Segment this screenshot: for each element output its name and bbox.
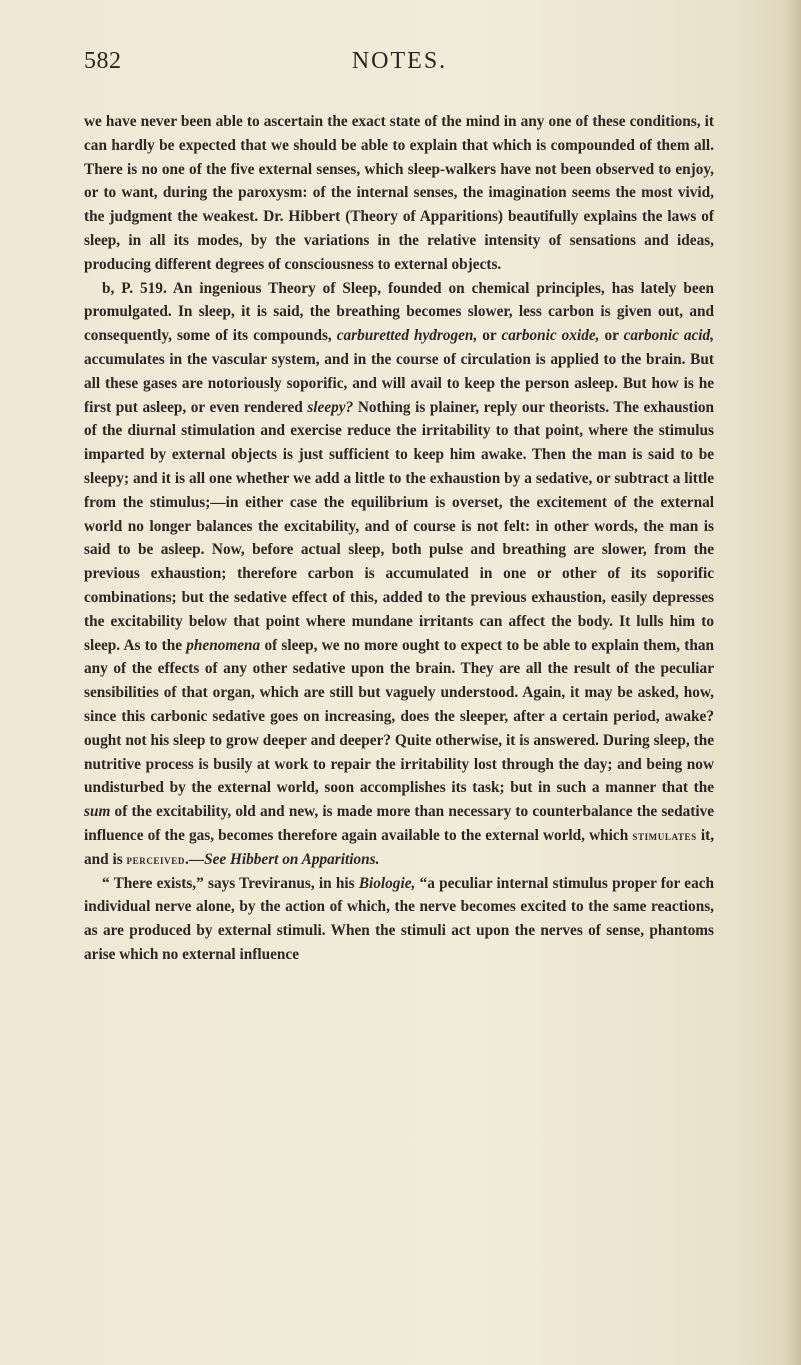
- paragraph-text: or: [604, 327, 619, 345]
- paragraph-text: of the excitability, old and new, is made more than necessary to counterbalance the sedative influence of the gas, becomes therefore again available to the external world, which: [84, 803, 715, 844]
- italic-term: sum: [84, 803, 111, 821]
- citation-reference: See Hibbert on Apparitions.: [204, 850, 380, 868]
- page-header: [84, 48, 715, 88]
- paragraph-text: we have never been able to ascertain the exact state of the mind in any one of these conditions, it can hardly be expected that we should be able to explain that which is compounded of them all. There is no one of the five external senses, which sleep-walkers have not been observed to enjoy, or to want, during the paroxysm: of the internal senses, the imagination seems the most vivid, the judgment the weakest. Dr. Hibbert (Theory of Apparitions) beautifully explains the laws of sleep, in all its modes, by the variations in the relative intensity of sensations and ideas, producing different degrees of consciousness to external objects.: [84, 113, 714, 273]
- paragraph-text: of sleep, we no more ought to expect to be able to explain them, than any of the effects of any other sedative upon the brain. They are all the result of the peculiar sensibilities of that organ, which are still but vaguely understood. Again, it may be asked, how, since this carbonic sedative goes on increasing, does the sleeper, after a certain period, awake? ought not his sleep to grow deeper and deeper? Quite otherwise, it is answered. During sleep, the nutritive process is busily at work to repair the irritability lost through the day; and being now undisturbed by the external world, soon accomplishes its task; but in such a manner that the: [84, 636, 715, 797]
- italic-term: phenomena: [186, 636, 261, 654]
- italic-term: sleepy?: [307, 398, 354, 416]
- paragraph-text: .—: [184, 850, 205, 868]
- small-caps-term: perceived: [126, 851, 185, 867]
- paragraph-text: accumulates in the vascular system, and in the course of circulation is applied to the brain. But all these gases are notoriously soporific, and will avail to keep the person asleep. But how is he first put asleep, or even rendered: [84, 350, 714, 416]
- small-caps-term: stimulates: [632, 827, 697, 843]
- notes-body: [84, 110, 714, 967]
- note-b-p519: [84, 277, 714, 872]
- italic-term: carburetted hydrogen,: [336, 327, 478, 345]
- running-head: NOTES.: [351, 48, 448, 74]
- italic-term: carbonic acid,: [623, 327, 715, 345]
- paragraph-text: b, P. 519. An ingenious Theory of Sleep, founded on chemical principles, has lately been promulgated. In sleep, it is said, the breathing becomes slower, less carbon is given out, and consequently, some of its compounds,: [84, 279, 714, 345]
- page-number: 582: [84, 48, 122, 74]
- treviranus-quote: [84, 872, 714, 967]
- italic-term: carbonic oxide,: [501, 327, 600, 345]
- paragraph-text: Nothing is plainer, reply our theorists. The exhaustion of the diurnal stimulation and exercise reduce the irritability to that point, where the stimulus imparted by external objects is just sufficient to keep him awake. Then the man is said to be sleepy; and it is all one whether we add a little to the exhaustion by a sedative, or subtract a little from the stimulus;—in either case the equilibrium is overset, the excitement of the external world no longer balances the excitability, and of course is not felt: in other words, the man is said to be asleep. Now, before actual sleep, both pulse and breathing are slower, from the previous exhaustion; therefore carbon is accumulated in one or other of its soporific combinations; but the sedative effect of this, added to the previous exhaustion, easily depresses the excitability below that point where mundane irritants can affect the body. It lulls him to sleep. As to the: [84, 398, 715, 654]
- paragraph-text: or: [482, 327, 497, 345]
- paragraph-text: “ There exists,” says Treviranus, in his: [102, 874, 355, 892]
- paragraph-text: “a peculiar internal stimulus proper for each individual nerve alone, by the action of which, the nerve becomes excited to the same reactions, as are produced by external stimuli. When the stimuli act upon the nerves of sense, phantoms arise which no external influence: [84, 874, 715, 963]
- page-edge-shadow: [783, 0, 801, 1365]
- italic-title: Biologie,: [358, 874, 416, 892]
- paragraph-continuation: [84, 110, 714, 277]
- paragraph-text: it, and is: [84, 826, 715, 868]
